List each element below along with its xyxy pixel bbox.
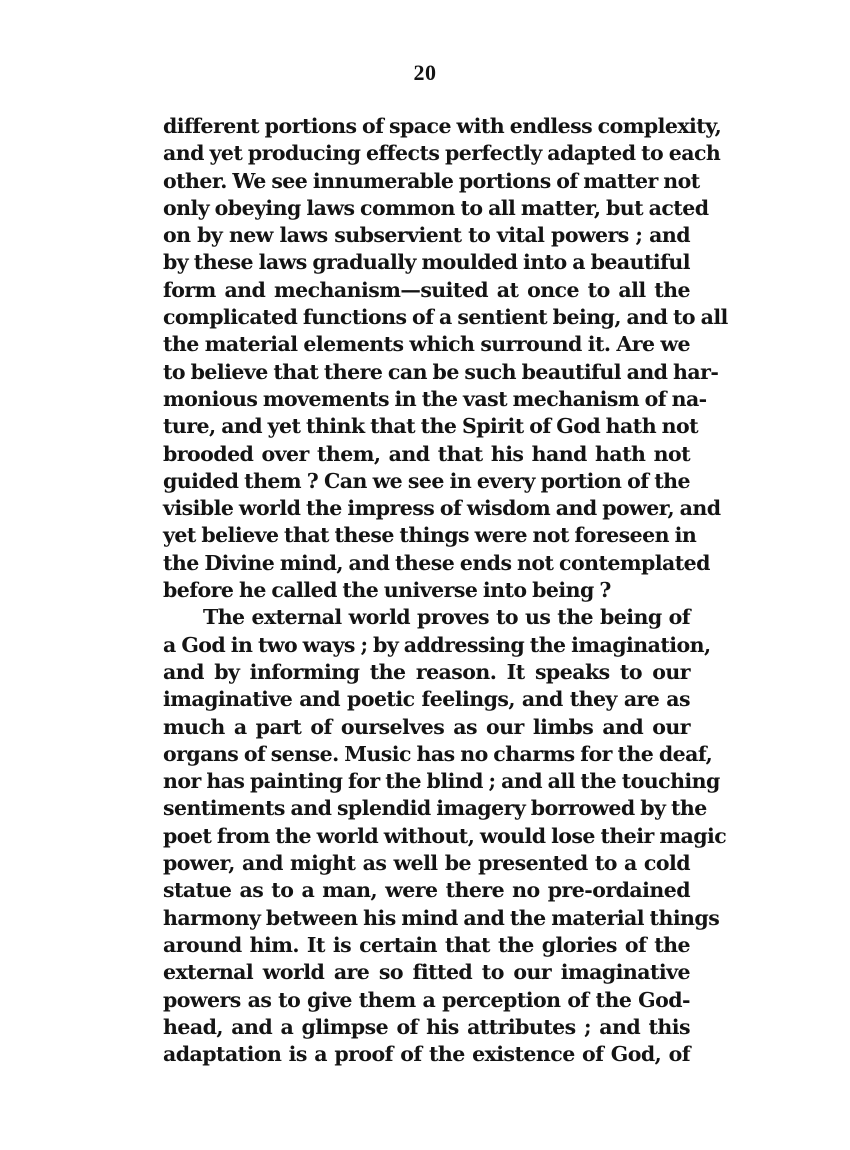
- text-line: a God in two ways ; by addressing the imagination,: [163, 632, 711, 657]
- paragraph: [163, 604, 727, 1068]
- text-line: nor has painting for the blind ; and all the touching: [163, 769, 720, 794]
- text-line: the material elements which surround it. Are we: [163, 332, 690, 357]
- text-line: harmony between his mind and the material things: [163, 905, 720, 930]
- text-line: poet from the world without, would lose their magic: [163, 823, 727, 848]
- text-line: only obeying laws common to all matter, but acted: [163, 195, 709, 220]
- text-line: by these laws gradually moulded into a beautiful: [163, 250, 690, 275]
- text-line: monious movements in the vast mechanism of na-: [163, 386, 707, 411]
- text-line: and yet producing effects perfectly adapted to each: [163, 141, 721, 166]
- text-line: power, and might as well be presented to a cold: [163, 851, 690, 876]
- text-line: brooded over them, and that his hand hath not: [163, 441, 690, 466]
- text-line: and by informing the reason. It speaks to our: [163, 659, 690, 684]
- text-line: external world are so fitted to our imaginative: [163, 960, 690, 985]
- text-line: The external world proves to us the being of: [203, 605, 690, 630]
- text-line: around him. It is certain that the glories of the: [163, 932, 690, 957]
- text-line: sentiments and splendid imagery borrowed by the: [163, 796, 707, 821]
- text-line: before he called the universe into being ?: [163, 578, 611, 603]
- text-line: form and mechanism—suited at once to all the: [163, 277, 690, 302]
- text-line: imaginative and poetic feelings, and they are as: [163, 687, 690, 712]
- text-line: guided them ? Can we see in every portion of the: [163, 468, 690, 493]
- paragraph: [163, 113, 728, 604]
- text-line: ture, and yet think that the Spirit of God hath not: [163, 414, 699, 439]
- text-line: adaptation is a proof of the existence of God, of: [163, 1042, 690, 1067]
- text-line: other. We see innumerable portions of matter not: [163, 168, 700, 193]
- text-line: head, and a glimpse of his attributes ; and this: [163, 1014, 690, 1039]
- body-text: [163, 113, 728, 1068]
- text-line: different portions of space with endless complexity,: [163, 114, 722, 138]
- text-line: yet believe that these things were not foreseen in: [163, 523, 697, 548]
- text-line: powers as to give them a perception of the God-: [163, 987, 690, 1012]
- text-line: to believe that there can be such beautiful and har-: [163, 359, 719, 384]
- text-line: the Divine mind, and these ends not contemplated: [163, 550, 710, 575]
- page-number: 20: [413, 60, 437, 85]
- text-line: organs of sense. Music has no charms for the deaf,: [163, 741, 713, 766]
- text-line: statue as to a man, were there no pre-ordained: [163, 878, 690, 903]
- text-line: on by new laws subservient to vital powers ; and: [163, 223, 690, 248]
- text-line: visible world the impress of wisdom and power, and: [163, 496, 721, 521]
- text-line: complicated functions of a sentient being, and to all: [163, 305, 728, 330]
- text-line: much a part of ourselves as our limbs and our: [163, 714, 690, 739]
